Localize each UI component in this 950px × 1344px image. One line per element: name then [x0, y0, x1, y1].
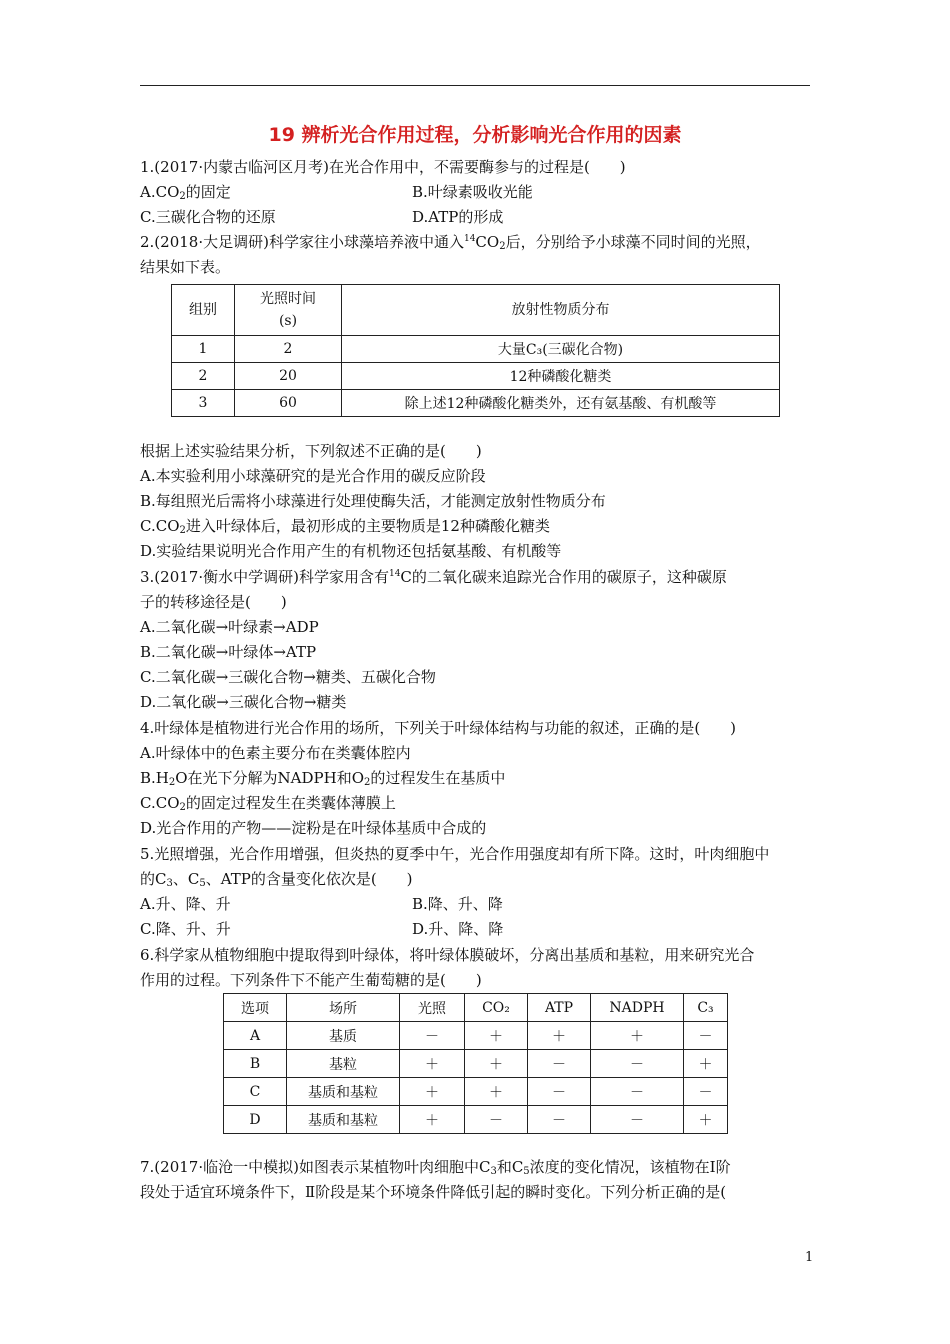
q7-stem-line1: 7.(2017·临沧一中模拟)如图表示某植物叶肉细胞中$C_3$和$C_5$浓度的变化情况，该植物在Ⅰ阶	[140, 1158, 731, 1177]
q4-stem: 4.叶绿体是植物进行光合作用的场所，下列关于叶绿体结构与功能的叙述，正确的是( )	[140, 719, 737, 737]
q2-question: 根据上述实验结果分析，下列叙述不正确的是( )	[140, 442, 482, 460]
q5-option-c: C.降、升、升	[140, 920, 231, 938]
table-cell: ＋	[400, 1050, 465, 1078]
table-header-row	[224, 994, 728, 1022]
q2-option-a: A.本实验利用小球藻研究的是光合作用的碳反应阶段	[140, 467, 486, 485]
table-cell: ＋	[684, 1106, 728, 1134]
q3-option-d: D.二氧化碳→三碳化合物→糖类	[140, 693, 347, 711]
table-cell: 基质	[287, 1022, 400, 1050]
q2-results-table	[171, 284, 780, 417]
table-cell: B	[224, 1050, 287, 1078]
table-cell: 2	[235, 336, 342, 363]
table-cell: －	[591, 1050, 684, 1078]
table-cell: －	[591, 1106, 684, 1134]
q2-option-d: D.实验结果说明光合作用产生的有机物还包括氨基酸、有机酸等	[140, 542, 562, 560]
header-co2: CO₂	[465, 994, 528, 1022]
q3-option-c: C.二氧化碳→三碳化合物→糖类、五碳化合物	[140, 668, 436, 686]
q6-stem-line1: 6.科学家从植物细胞中提取得到叶绿体，将叶绿体膜破坏，分离出基质和基粒，用来研究光合	[140, 946, 755, 964]
table-cell: ＋	[465, 1078, 528, 1106]
table-cell: 基质和基粒	[287, 1106, 400, 1134]
table-cell: 1	[172, 336, 235, 363]
q6-conditions-table	[223, 993, 728, 1134]
header-distribution: 放射性物质分布	[342, 285, 780, 336]
table-cell: ＋	[400, 1078, 465, 1106]
table-cell: ＋	[465, 1050, 528, 1078]
table-cell: ＋	[591, 1022, 684, 1050]
header-nadph: NADPH	[591, 994, 684, 1022]
q5-option-a: A.升、降、升	[140, 895, 231, 913]
table-cell: 12种磷酸化糖类	[342, 363, 780, 390]
table-row	[172, 363, 780, 390]
table-cell: －	[400, 1022, 465, 1050]
q2-stem-line2: 结果如下表。	[140, 258, 231, 276]
q1-option-a: $A.CO_2$的固定	[140, 183, 231, 202]
header-option: 选项	[224, 994, 287, 1022]
q2-option-c: $C.CO_2$进入叶绿体后，最初形成的主要物质是12种磷酸化糖类	[140, 517, 550, 536]
table-cell: 基粒	[287, 1050, 400, 1078]
table-header-row	[172, 285, 780, 336]
q3-stem-line2: 子的转移途径是( )	[140, 593, 287, 611]
table-cell: －	[528, 1106, 591, 1134]
table-cell: －	[465, 1106, 528, 1134]
page-number: 1	[805, 1250, 814, 1265]
q3-stem-line1: 3.(2017·衡水中学调研)科学家用含有$^{14}$C的二氧化碳来追踪光合作用的碳原子，这种碳原	[140, 568, 727, 586]
q7-stem-line2: 段处于适宜环境条件下，Ⅱ阶段是某个环境条件降低引起的瞬时变化。下列分析正确的是(	[140, 1183, 727, 1201]
table-cell: 除上述12种磷酸化糖类外，还有氨基酸、有机酸等	[342, 390, 780, 417]
table-cell: A	[224, 1022, 287, 1050]
table-row	[224, 1078, 728, 1106]
q2-stem-line1: 2.(2018·大足调研)科学家往小球藻培养液中通入$^{14}CO_2$后，分别给予小球藻不同时间的光照，	[140, 233, 761, 252]
table-cell: ＋	[684, 1050, 728, 1078]
header-group: 组别	[172, 285, 235, 336]
header-light-time: 光照时间 (s)	[235, 285, 342, 336]
table-row	[172, 390, 780, 417]
q4-option-c: $C.CO_2$的固定过程发生在类囊体薄膜上	[140, 794, 396, 813]
header-rule	[140, 85, 810, 86]
table-cell: －	[528, 1050, 591, 1078]
q5-stem-line2: 的$C_3$、$C_5$、ATP的含量变化依次是( )	[140, 870, 413, 889]
table-row	[172, 336, 780, 363]
table-cell: －	[591, 1078, 684, 1106]
table-cell: ＋	[465, 1022, 528, 1050]
q5-option-b: B.降、升、降	[412, 895, 503, 913]
table-row	[224, 1050, 728, 1078]
table-cell: D	[224, 1106, 287, 1134]
table-cell: 大量C₃(三碳化合物)	[342, 336, 780, 363]
q1-option-c: C.三碳化合物的还原	[140, 208, 276, 226]
header-light: 光照	[400, 994, 465, 1022]
q6-stem-line2: 作用的过程。下列条件下不能产生葡萄糖的是( )	[140, 971, 482, 989]
page-title: 19 辨析光合作用过程，分析影响光合作用的因素	[268, 124, 682, 146]
q2-option-b: B.每组照光后需将小球藻进行处理使酶失活，才能测定放射性物质分布	[140, 492, 606, 510]
q3-option-a: A.二氧化碳→叶绿素→ADP	[140, 618, 319, 636]
q5-option-d: D.升、降、降	[412, 920, 504, 938]
table-cell: 2	[172, 363, 235, 390]
table-cell: 20	[235, 363, 342, 390]
table-cell: 3	[172, 390, 235, 417]
table-cell: ＋	[528, 1022, 591, 1050]
q4-option-b: $B.H_2O$在光下分解为NADPH和$O_2$的过程发生在基质中	[140, 769, 506, 788]
table-cell: ＋	[400, 1106, 465, 1134]
table-cell: 60	[235, 390, 342, 417]
q5-stem-line1: 5.光照增强，光合作用增强，但炎热的夏季中午，光合作用强度却有所下降。这时，叶肉细胞中	[140, 845, 770, 863]
table-cell: －	[528, 1078, 591, 1106]
header-atp: ATP	[528, 994, 591, 1022]
table-cell: －	[684, 1078, 728, 1106]
q1-option-d: D.ATP的形成	[412, 208, 504, 226]
q3-option-b: B.二氧化碳→叶绿体→ATP	[140, 643, 317, 661]
table-row	[224, 1022, 728, 1050]
header-location: 场所	[287, 994, 400, 1022]
header-c3: C₃	[684, 994, 728, 1022]
q1-stem: 1.(2017·内蒙古临河区月考)在光合作用中，不需要酶参与的过程是( )	[140, 158, 626, 176]
table-cell: －	[684, 1022, 728, 1050]
q4-option-a: A.叶绿体中的色素主要分布在类囊体腔内	[140, 744, 411, 762]
table-cell: 基质和基粒	[287, 1078, 400, 1106]
table-row	[224, 1106, 728, 1134]
q4-option-d: D.光合作用的产物——淀粉是在叶绿体基质中合成的	[140, 819, 487, 837]
table-cell: C	[224, 1078, 287, 1106]
q1-option-b: B.叶绿素吸收光能	[412, 183, 533, 201]
